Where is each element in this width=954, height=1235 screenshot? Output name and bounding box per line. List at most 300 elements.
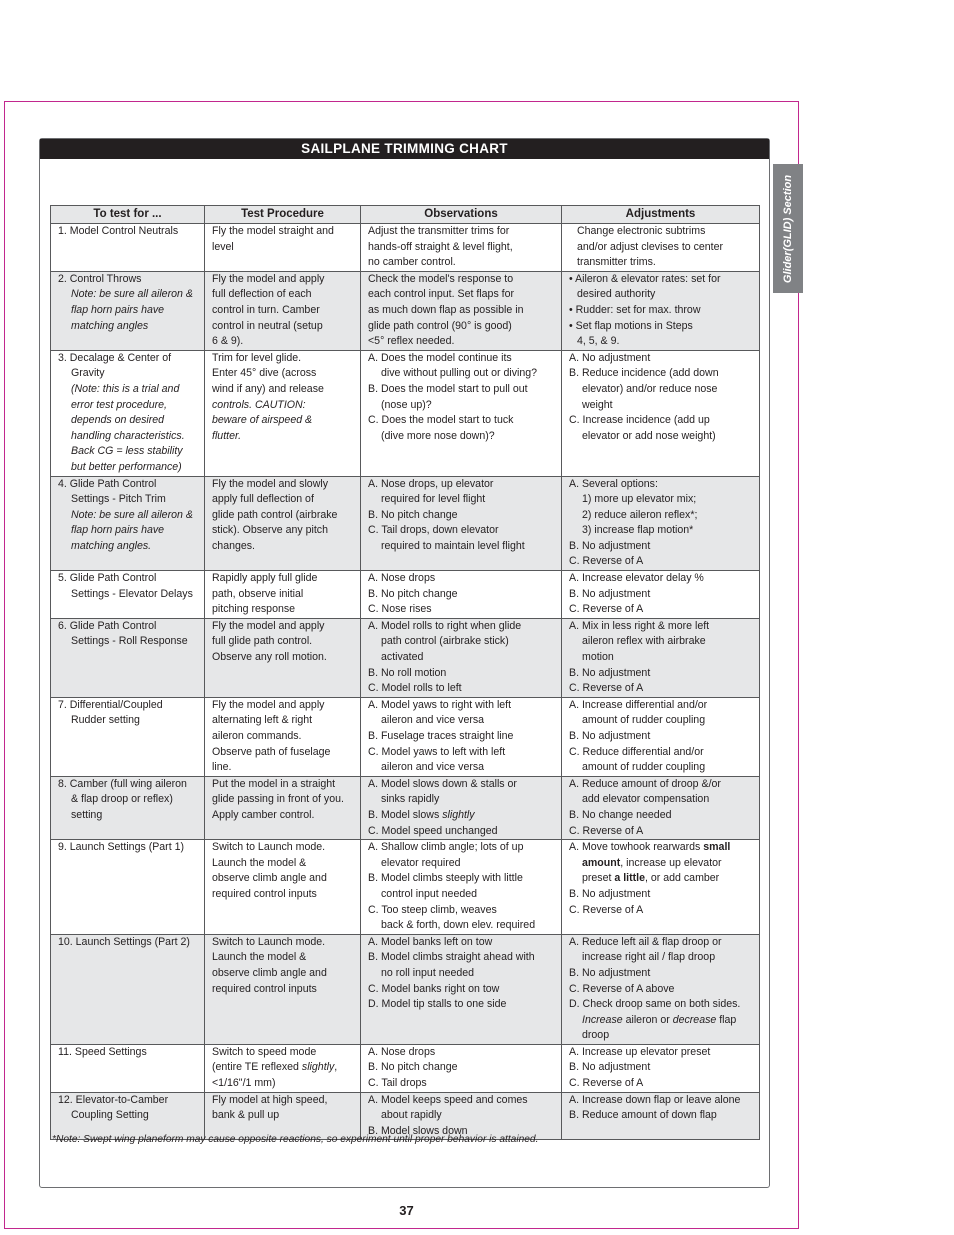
procedure-line: Trim for level glide.	[212, 351, 302, 364]
observations-line	[368, 508, 557, 524]
procedure-line: full deflection of each	[212, 288, 312, 301]
adjustments-line: B. No change needed	[569, 808, 672, 821]
adjustments-line: A. Mix in less right & more left	[569, 619, 710, 632]
cell-adjustments	[562, 476, 760, 571]
observations-line	[368, 1093, 557, 1109]
adjustments-line: B. No adjustment	[569, 1061, 651, 1074]
cell-test	[51, 697, 205, 776]
test-line: depends on desired	[71, 414, 165, 427]
procedure-line: Observe path of fuselage	[212, 745, 331, 758]
observations-line	[368, 1045, 557, 1061]
observations-line	[368, 272, 557, 288]
observations-line	[368, 824, 557, 840]
adjustments-line	[569, 871, 755, 887]
observations-text: A. Model rolls to right when glide	[368, 619, 522, 632]
observations-line	[368, 571, 557, 587]
observations-text: no camber control.	[368, 256, 456, 269]
observations-line	[368, 997, 557, 1013]
table-row	[51, 571, 760, 619]
observations-text: C. Model banks right on tow	[368, 982, 500, 995]
cell-test	[51, 571, 205, 619]
adjustments-line: C. Reverse of A above	[569, 982, 675, 995]
observations-line	[368, 681, 557, 697]
observations-line	[368, 382, 557, 398]
procedure-line: Observe any roll motion.	[212, 651, 327, 664]
observations-line	[368, 523, 557, 539]
procedure-line: changes.	[212, 539, 255, 552]
test-line: Note: be sure all aileron &	[71, 508, 193, 521]
test-line: flap horn pairs have	[71, 303, 165, 316]
cell-procedure	[205, 350, 361, 476]
procedure-line: Fly the model straight and	[212, 225, 334, 237]
table-row	[51, 618, 760, 697]
adjustments-line: 2) reduce aileron reflex*;	[582, 508, 698, 521]
adjustments-line: C. Reverse of A	[569, 682, 644, 695]
test-line: Back CG = less stability	[71, 445, 183, 458]
procedure-line: controls. CAUTION:	[212, 398, 306, 411]
adjustments-bold: small	[703, 841, 731, 854]
procedure-line: Fly the model and apply	[212, 619, 325, 632]
procedure-line: glide passing in front of you.	[212, 793, 344, 806]
column-header-adjustments: Adjustments	[562, 206, 760, 224]
adjustments-line: amount of rudder coupling	[582, 761, 706, 774]
adjustments-line: C. Reverse of A	[569, 903, 644, 916]
adjustments-line: D. Check droop same on both sides.	[569, 998, 741, 1011]
test-line: 7. Differential/Coupled	[58, 698, 163, 711]
observations-line	[368, 287, 557, 303]
adjustments-text: flap	[716, 1013, 737, 1026]
observations-text: activated	[381, 651, 424, 664]
cell-procedure	[205, 1044, 361, 1092]
footnote: *Note: Swept wing planeform may cause opposite reactions, so experiment until proper behavior is attained.	[52, 1134, 539, 1145]
observations-line	[368, 539, 557, 555]
table-row	[51, 350, 760, 476]
procedure-line: apply full deflection of	[212, 493, 314, 506]
test-line: 9. Launch Settings (Part 1)	[58, 841, 185, 854]
observations-text: elevator required	[381, 856, 461, 869]
chart-title: SAILPLANE TRIMMING CHART	[40, 139, 769, 159]
observations-line	[368, 587, 557, 603]
observations-line	[368, 477, 557, 493]
procedure-line: line.	[212, 761, 232, 774]
adjustments-line	[569, 856, 755, 872]
observations-text: required to maintain level flight	[381, 539, 525, 552]
observations-text: A. Model keeps speed and comes	[368, 1093, 528, 1106]
observations-line	[368, 602, 557, 618]
cell-procedure	[205, 571, 361, 619]
observations-line	[368, 398, 557, 414]
procedure-line: glide path control (airbrake	[212, 508, 338, 521]
observations-text: (dive more nose down)?	[381, 429, 495, 442]
observations-line	[368, 871, 557, 887]
test-line: 5. Glide Path Control	[58, 572, 157, 585]
adjustments-line: 1) more up elevator mix;	[582, 493, 697, 506]
table-row	[51, 934, 760, 1044]
test-line: Gravity	[71, 367, 105, 380]
procedure-line: pitching response	[212, 603, 296, 616]
procedure-line: Put the model in a straight	[212, 777, 336, 790]
test-line: Settings - Roll Response	[71, 635, 188, 648]
observations-line	[368, 840, 557, 856]
observations-text: B. Model climbs straight ahead with	[368, 951, 535, 964]
procedure-line: alternating left & right	[212, 714, 313, 727]
observations-text: B. No pitch change	[368, 508, 458, 521]
observations-line	[368, 856, 557, 872]
adjustments-line: add elevator compensation	[582, 793, 710, 806]
adjustments-line	[569, 1013, 755, 1029]
cell-adjustments	[562, 1044, 760, 1092]
cell-procedure	[205, 618, 361, 697]
procedure-text: (entire TE reflexed	[212, 1061, 302, 1074]
cell-adjustments	[562, 934, 760, 1044]
observations-line	[368, 918, 557, 934]
observations-text: B. No pitch change	[368, 587, 458, 600]
observations-line	[368, 777, 557, 793]
procedure-italic: slightly	[301, 1061, 335, 1074]
test-line: & flap droop or reflex)	[71, 793, 173, 806]
observations-text: about rapidly	[381, 1109, 442, 1122]
observations-text: back & forth, down elev. required	[381, 919, 536, 932]
cell-adjustments	[562, 840, 760, 935]
observations-line	[368, 792, 557, 808]
test-line: Settings - Elevator Delays	[71, 587, 193, 600]
procedure-line: Launch the model &	[212, 951, 307, 964]
procedure-line: Switch to speed mode	[212, 1045, 317, 1058]
procedure-line: required control inputs	[212, 982, 317, 995]
procedure-line: bank & pull up	[212, 1109, 280, 1122]
observations-line	[368, 713, 557, 729]
adjustments-line: motion	[582, 651, 614, 664]
cell-procedure	[205, 476, 361, 571]
cell-observations	[361, 350, 562, 476]
observations-text: (nose up)?	[381, 398, 432, 411]
observations-line	[368, 413, 557, 429]
adjustments-line: B. No adjustment	[569, 887, 651, 900]
test-line: error test procedure,	[71, 398, 167, 411]
cell-adjustments	[562, 618, 760, 697]
adjustments-line: increase right ail / flap droop	[582, 951, 716, 964]
observations-text: path control (airbrake stick)	[381, 635, 509, 648]
cell-procedure	[205, 224, 361, 272]
observations-line	[368, 808, 557, 824]
procedure-text: ,	[334, 1061, 338, 1074]
adjustments-line: B. No adjustment	[569, 730, 651, 742]
test-line: 2. Control Throws	[58, 272, 142, 285]
cell-test	[51, 1092, 205, 1140]
test-line: 6. Glide Path Control	[58, 619, 157, 632]
observations-text: A. Nose drops	[368, 572, 436, 585]
observations-text: control input needed	[381, 887, 478, 900]
adjustments-line: B. No adjustment	[569, 966, 651, 979]
cell-observations	[361, 571, 562, 619]
cell-adjustments	[562, 224, 760, 272]
observations-line	[368, 966, 557, 982]
adjustments-line: weight	[582, 398, 613, 411]
cell-observations	[361, 840, 562, 935]
table-row	[51, 1044, 760, 1092]
procedure-line: Fly the model and apply	[212, 698, 325, 711]
procedure-line: 6 & 9).	[212, 335, 244, 348]
adjustments-line: Change electronic subtrims	[577, 225, 706, 237]
table-header-row	[51, 206, 760, 224]
observations-line	[368, 351, 557, 367]
test-line: 8. Camber (full wing aileron	[58, 777, 187, 790]
procedure-line: Switch to Launch mode.	[212, 841, 326, 854]
observations-text: B. Model climbs steeply with little	[368, 872, 523, 885]
observations-line	[368, 903, 557, 919]
observations-text: Check the model's response to	[368, 272, 514, 285]
observations-text: A. Nose drops	[368, 1045, 436, 1058]
observations-text: B. No pitch change	[368, 1061, 458, 1074]
adjustments-line: A. Increase elevator delay %	[569, 572, 704, 585]
adjustments-line: amount of rudder coupling	[582, 714, 706, 727]
observations-italic: slightly	[442, 808, 475, 821]
observations-line	[368, 255, 557, 271]
observations-line	[368, 1060, 557, 1076]
adjustments-line: 3) increase flap motion*	[582, 524, 694, 537]
observations-line	[368, 666, 557, 682]
adjustments-line: and/or adjust clevises to center	[577, 240, 724, 253]
cell-observations	[361, 934, 562, 1044]
adjustments-line: • Aileron & elevator rates: set for	[569, 272, 721, 285]
adjustments-line: C. Reduce differential and/or	[569, 745, 704, 758]
procedure-line: control in neutral (setup	[212, 319, 323, 332]
adjustments-line: C. Reverse of A	[569, 824, 644, 837]
test-line: (Note: this is a trial and	[71, 382, 180, 395]
cell-observations	[361, 1092, 562, 1140]
cell-adjustments	[562, 697, 760, 776]
observations-text: A. Model yaws to right with left	[368, 698, 512, 711]
observations-text: no roll input needed	[381, 966, 475, 979]
table-row	[51, 1092, 760, 1140]
cell-test	[51, 934, 205, 1044]
observations-line	[368, 982, 557, 998]
observations-text: C. Tail drops	[368, 1077, 427, 1090]
procedure-line: Fly model at high speed,	[212, 1093, 328, 1106]
test-line: Note: be sure all aileron &	[71, 288, 193, 301]
adjustments-line: B. Reduce incidence (add down	[569, 367, 719, 380]
adjustments-line: C. Reverse of A	[569, 1077, 644, 1090]
adjustments-line: C. Increase incidence (add up	[569, 414, 710, 427]
adjustments-bold: amount	[582, 856, 621, 869]
adjustments-line: • Set flap motions in Steps	[569, 319, 693, 332]
observations-text: A. Model banks left on tow	[368, 935, 493, 948]
adjustments-line: C. Reverse of A	[569, 555, 644, 568]
observations-line	[368, 1076, 557, 1092]
procedure-line: level	[212, 240, 234, 253]
cell-adjustments	[562, 1092, 760, 1140]
procedure-line: required control inputs	[212, 887, 317, 900]
observations-line	[368, 729, 557, 745]
observations-text: B. Does the model start to pull out	[368, 382, 528, 395]
adjustments-line: A. Increase differential and/or	[569, 698, 708, 711]
adjustments-line: B. No adjustment	[569, 666, 651, 679]
adjustments-line: 4, 5, & 9.	[577, 335, 620, 348]
observations-text: A. Does the model continue its	[368, 351, 512, 364]
observations-text: aileron and vice versa	[381, 761, 485, 774]
test-line: 10. Launch Settings (Part 2)	[58, 935, 190, 948]
procedure-line: path, observe initial	[212, 587, 304, 600]
procedure-line: Fly the model and apply	[212, 272, 325, 285]
section-side-tab	[773, 164, 803, 293]
test-line: matching angles.	[71, 539, 152, 552]
adjustments-line: transmitter trims.	[577, 256, 656, 269]
cell-test	[51, 271, 205, 350]
test-line: setting	[71, 808, 103, 821]
observations-text: Adjust the transmitter trims for	[368, 225, 510, 237]
adjustments-text: preset	[582, 872, 615, 885]
procedure-line: flutter.	[212, 429, 242, 442]
observations-text: dive without pulling out or diving?	[381, 367, 538, 380]
cell-observations	[361, 271, 562, 350]
cell-test	[51, 1044, 205, 1092]
observations-text: C. Nose rises	[368, 603, 432, 616]
adjustments-line: B. No adjustment	[569, 587, 651, 600]
observations-line	[368, 240, 557, 256]
cell-observations	[361, 224, 562, 272]
test-line: 12. Elevator-to-Camber	[58, 1093, 169, 1106]
observations-text: <5° reflex needed.	[368, 335, 455, 348]
observations-line	[368, 366, 557, 382]
adjustments-text: aileron or	[622, 1013, 673, 1026]
adjustments-line: A. Several options:	[569, 477, 658, 490]
observations-text: C. Model yaws to left with left	[368, 745, 506, 758]
table-row	[51, 271, 760, 350]
procedure-line: beware of airspeed &	[212, 414, 313, 427]
procedure-line: control in turn. Camber	[212, 303, 320, 316]
adjustments-line	[569, 840, 755, 856]
column-header-observations: Observations	[361, 206, 562, 224]
adjustments-line: A. Increase up elevator preset	[569, 1045, 711, 1058]
procedure-line: Enter 45° dive (across	[212, 367, 317, 380]
procedure-line: Launch the model &	[212, 856, 307, 869]
adjustments-line: B. Reduce amount of down flap	[569, 1109, 717, 1122]
observations-line	[368, 619, 557, 635]
observations-line	[368, 650, 557, 666]
test-line: flap horn pairs have	[71, 524, 165, 537]
observations-text: each control input. Set flaps for	[368, 288, 515, 301]
observations-text: B. Model slows	[368, 808, 443, 821]
test-line: Settings - Pitch Trim	[71, 493, 166, 506]
observations-text: C. Too steep climb, weaves	[368, 903, 497, 916]
column-header-procedure: Test Procedure	[205, 206, 361, 224]
adjustments-text: , increase up elevator	[620, 856, 722, 869]
adjustments-line: C. Reverse of A	[569, 603, 644, 616]
observations-line	[368, 760, 557, 776]
observations-text: B. Model slows down	[368, 1124, 468, 1137]
page-number: 37	[399, 1203, 414, 1218]
cell-observations	[361, 776, 562, 839]
cell-observations	[361, 1044, 562, 1092]
observations-line	[368, 887, 557, 903]
observations-text: C. Does the model start to tuck	[368, 414, 514, 427]
adjustments-line: • Rudder: set for max. throw	[569, 303, 701, 316]
cell-adjustments	[562, 350, 760, 476]
cell-procedure	[205, 1092, 361, 1140]
adjustments-italic: decrease	[672, 1013, 717, 1026]
observations-text: hands-off straight & level flight,	[368, 240, 513, 253]
observations-line	[368, 950, 557, 966]
observations-text: required for level flight	[381, 493, 486, 506]
observations-line	[368, 334, 557, 350]
observations-line	[368, 303, 557, 319]
table-row	[51, 224, 760, 272]
cell-procedure	[205, 840, 361, 935]
cell-observations	[361, 476, 562, 571]
procedure-line: full glide path control.	[212, 635, 313, 648]
observations-text: B. Fuselage traces straight line	[368, 730, 514, 742]
cell-procedure	[205, 697, 361, 776]
adjustments-line: elevator) and/or reduce nose	[582, 382, 718, 395]
observations-line	[368, 698, 557, 714]
observations-text: as much down flap as possible in	[368, 303, 524, 316]
observations-text: aileron and vice versa	[381, 714, 485, 727]
adjustments-line: A. Reduce left ail & flap droop or	[569, 935, 722, 948]
procedure-line: Rapidly apply full glide	[212, 572, 318, 585]
cell-procedure	[205, 776, 361, 839]
procedure-line: <1/16"/1 mm)	[212, 1077, 276, 1090]
cell-adjustments	[562, 571, 760, 619]
adjustments-text: A. Move towhook rearwards	[569, 841, 704, 854]
column-header-test: To test for ...	[51, 206, 205, 224]
cell-procedure	[205, 271, 361, 350]
procedure-line: wind if any) and release	[212, 382, 324, 395]
procedure-line: Apply camber control.	[212, 808, 315, 821]
adjustments-line: A. Increase down flap or leave alone	[569, 1093, 741, 1106]
test-line: handling characteristics.	[71, 429, 185, 442]
observations-text: A. Shallow climb angle; lots of up	[368, 841, 524, 854]
procedure-line: Fly the model and slowly	[212, 477, 328, 490]
adjustments-line: desired authority	[577, 288, 656, 301]
test-line: Rudder setting	[71, 714, 140, 727]
adjustments-line: A. No adjustment	[569, 351, 651, 364]
cell-adjustments	[562, 776, 760, 839]
adjustments-italic: Increase	[582, 1013, 623, 1026]
adjustments-bold: a little	[614, 872, 646, 885]
observations-text: C. Tail drops, down elevator	[368, 524, 499, 537]
cell-test	[51, 840, 205, 935]
cell-test	[51, 618, 205, 697]
observations-line	[368, 1108, 557, 1124]
observations-text: A. Model slows down & stalls or	[368, 777, 517, 790]
observations-text: glide path control (90° is good)	[368, 319, 512, 332]
cell-test	[51, 350, 205, 476]
adjustments-line: aileron reflex with airbrake	[582, 635, 706, 648]
test-line: matching angles	[71, 319, 149, 332]
procedure-line: observe climb angle and	[212, 872, 327, 885]
cell-test	[51, 476, 205, 571]
side-tab-label: Glider(GLID) Section	[782, 174, 794, 283]
trimming-table	[50, 205, 760, 1140]
observations-text: C. Model rolls to left	[368, 682, 462, 695]
test-line: 3. Decalage & Center of	[58, 351, 172, 364]
test-line: 11. Speed Settings	[58, 1045, 147, 1058]
cell-test	[51, 776, 205, 839]
adjustments-line: droop	[582, 1029, 610, 1042]
procedure-line	[212, 1060, 356, 1076]
test-line: Coupling Setting	[71, 1109, 149, 1122]
observations-line	[368, 224, 557, 240]
observations-text: B. No roll motion	[368, 666, 447, 679]
observations-line	[368, 745, 557, 761]
observations-line	[368, 935, 557, 951]
test-line: but better performance)	[71, 460, 182, 473]
procedure-line: aileron commands.	[212, 730, 302, 742]
adjustments-text: , or add camber	[645, 872, 720, 885]
observations-text: A. Nose drops, up elevator	[368, 477, 494, 490]
cell-observations	[361, 618, 562, 697]
table-row	[51, 476, 760, 571]
